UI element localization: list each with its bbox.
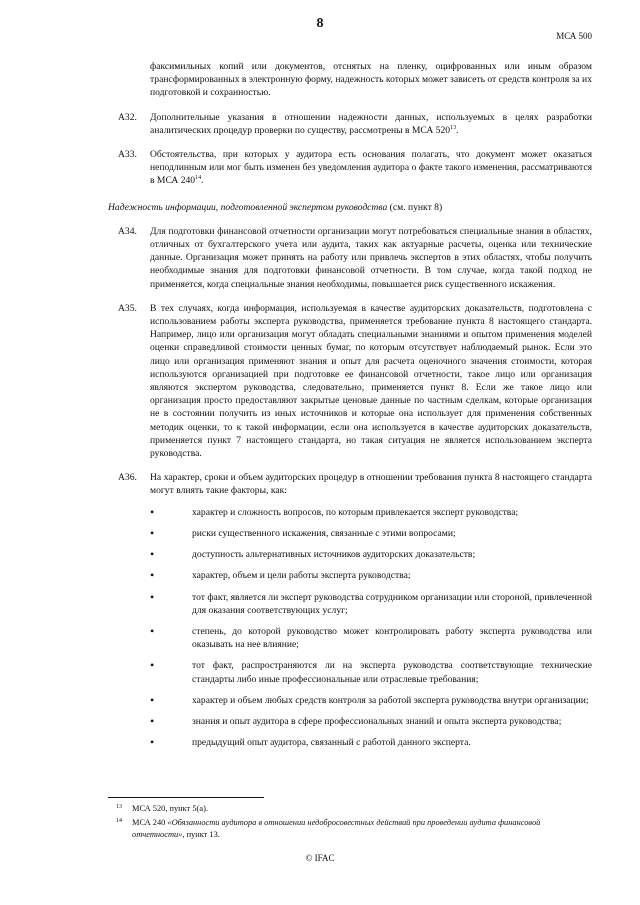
paragraph-text xyxy=(150,472,592,496)
paragraph-number: A33. xyxy=(118,149,137,161)
paragraph-text-body: Обстоятельства, при которых у аудитора есть основания полагать, что документ может оказаться неподлинным или мог быть изменен без уведомления аудитора о факте такого изменения, рассматриваются в МСА 240 xyxy=(150,149,592,187)
footnote-reference: 14 xyxy=(195,175,202,182)
section-heading-italic: Надежность информации, подготовленной экспертом руководства xyxy=(108,201,388,213)
paragraph-text-end: . xyxy=(456,124,459,136)
paragraph xyxy=(108,225,592,291)
paragraph-text xyxy=(150,112,592,136)
page-body xyxy=(108,60,592,749)
paragraph-text xyxy=(150,149,592,186)
paragraph-text-end: . xyxy=(201,175,204,187)
footnotes xyxy=(108,803,592,843)
footnote-number: 14 xyxy=(116,818,122,824)
footnote-number: 13 xyxy=(116,804,122,810)
paragraph-number: A35. xyxy=(118,302,137,314)
paragraph-group-mid xyxy=(108,225,592,498)
bullet-item: • тот факт, распространяются ли на эксперта руководства соответствующие технические стандарты либо иные профессиональные или отраслевые требования; xyxy=(150,659,592,685)
paragraph xyxy=(108,111,592,137)
bullet-item: • степень, до которой руководство может контролировать работу эксперта руководства или оказывать на нее влияние; xyxy=(150,625,592,651)
footnote-text: МСА 520, пункт 5(а). xyxy=(132,804,208,813)
footnote-divider xyxy=(108,797,264,798)
paragraph xyxy=(108,471,592,497)
document-code: МСА 500 xyxy=(556,31,592,41)
page-number: 8 xyxy=(316,16,324,31)
intro-continuation: факсимильных копий или документов, отснятых на пленку, оцифрованных или иным образом трансформированных в электронную форму, надежность которых может зависеть от средств контроля за их подготовкой и сохранностью. xyxy=(150,61,592,99)
footnote-prefix: МСА 240 xyxy=(132,818,168,827)
bullet-item: • тот факт, является ли эксперт руководства сотрудником организации или стороной, привлеченной для оказания соответствующих услуг; xyxy=(150,591,592,617)
footnote-suffix: , пункт 13. xyxy=(182,830,220,839)
bullet-item: • характер и сложность вопросов, по которым привлекается эксперт руководства; xyxy=(150,506,592,519)
bullet-item: • характер и объем любых средств контроля за работой эксперта руководства внутри организации; xyxy=(150,694,592,707)
paragraph-number: A36. xyxy=(118,472,137,484)
bullet-item: • характер, объем и цели работы эксперта руководства; xyxy=(150,569,592,582)
bullet-item: • риски существенного искажения, связанные с этими вопросами; xyxy=(150,527,592,540)
footnote xyxy=(108,803,592,815)
section-heading-reference: (см. пункт 8) xyxy=(387,201,443,213)
paragraph xyxy=(108,148,592,188)
paragraph xyxy=(108,302,592,460)
paragraph-text-body: На характер, сроки и объем аудиторских процедур в отношении требования пункта 8 настоящего стандарта могут влиять такие факторы, как: xyxy=(150,472,592,497)
bullet-item: • знания и опыт аудитора в сфере профессиональных знаний и опыта эксперта руководства; xyxy=(150,715,592,728)
footnote-title: «Обязанности аудитора в отношении недобросовестных действий при проведении аудита финансовой отчетности» xyxy=(132,818,541,839)
section-heading xyxy=(108,201,592,214)
factor-bullet-list xyxy=(150,506,592,750)
paragraph-group-top xyxy=(108,111,592,188)
bullet-item: • доступность альтернативных источников аудиторских доказательств; xyxy=(150,548,592,561)
paragraph-text-body: В тех случаях, когда информация, используемая в качестве аудиторских доказательств, подготовлена с использованием работы эксперта руководства, применяется требование пункта 8 настоящего стандарта. Например, лицо или организация могут обладать специальными знаниями и опытом применения моделей оценки справедливой стоимости ценных бумаг, по которым отсутствует наблюдаемый рынок. Если это лицо или организация применяют знания и опыт для расчета оценочного значения стоимости, которая используются организацией при подготовке ее финансовой отчетности, такое лицо или организация являются экспертом руководства, следовательно, применяется пункт 8. Если же такое лицо или организация просто предоставляют закрытые ценовые данные по частным сделкам, которые организация не в состоянии получить из иных источников и которые она использует для применения собственных методик оценки, то к такой информации, если она используется в качестве аудиторских доказательств, применяется пункт 7 настоящего стандарта, но такая ситуация не является использованием эксперта руководства. xyxy=(150,302,592,460)
paragraph-text-body: Дополнительные указания в отношении надежности данных, используемых в целях разработки аналитических процедур проверки по существу, рассмотрены в МСА 520 xyxy=(150,111,592,136)
paragraph-text xyxy=(150,303,592,459)
bullet-item: • предыдущий опыт аудитора, связанный с работой данного эксперта. xyxy=(150,736,592,749)
paragraph-number: A34. xyxy=(118,225,137,237)
footnote-reference: 13 xyxy=(450,124,457,131)
paragraph-text xyxy=(150,226,592,290)
footnote xyxy=(108,817,592,841)
paragraph-number: A32. xyxy=(118,111,137,123)
page-footer: © IFAC xyxy=(305,853,335,863)
paragraph-text-body: Для подготовки финансовой отчетности организации могут потребоваться специальные знания в областях, отличных от бухгалтерского учета или аудита, таких как актуарные расчеты, оценка или технические данные. Организация может принять на работу или привлечь экспертов в этих областях, чтобы получить необходимые знания для подготовки финансовой отчетности. В том случае, когда такой подход не применяется, когда специальные знания необходимы, повышается риск существенного искажения. xyxy=(150,225,592,290)
